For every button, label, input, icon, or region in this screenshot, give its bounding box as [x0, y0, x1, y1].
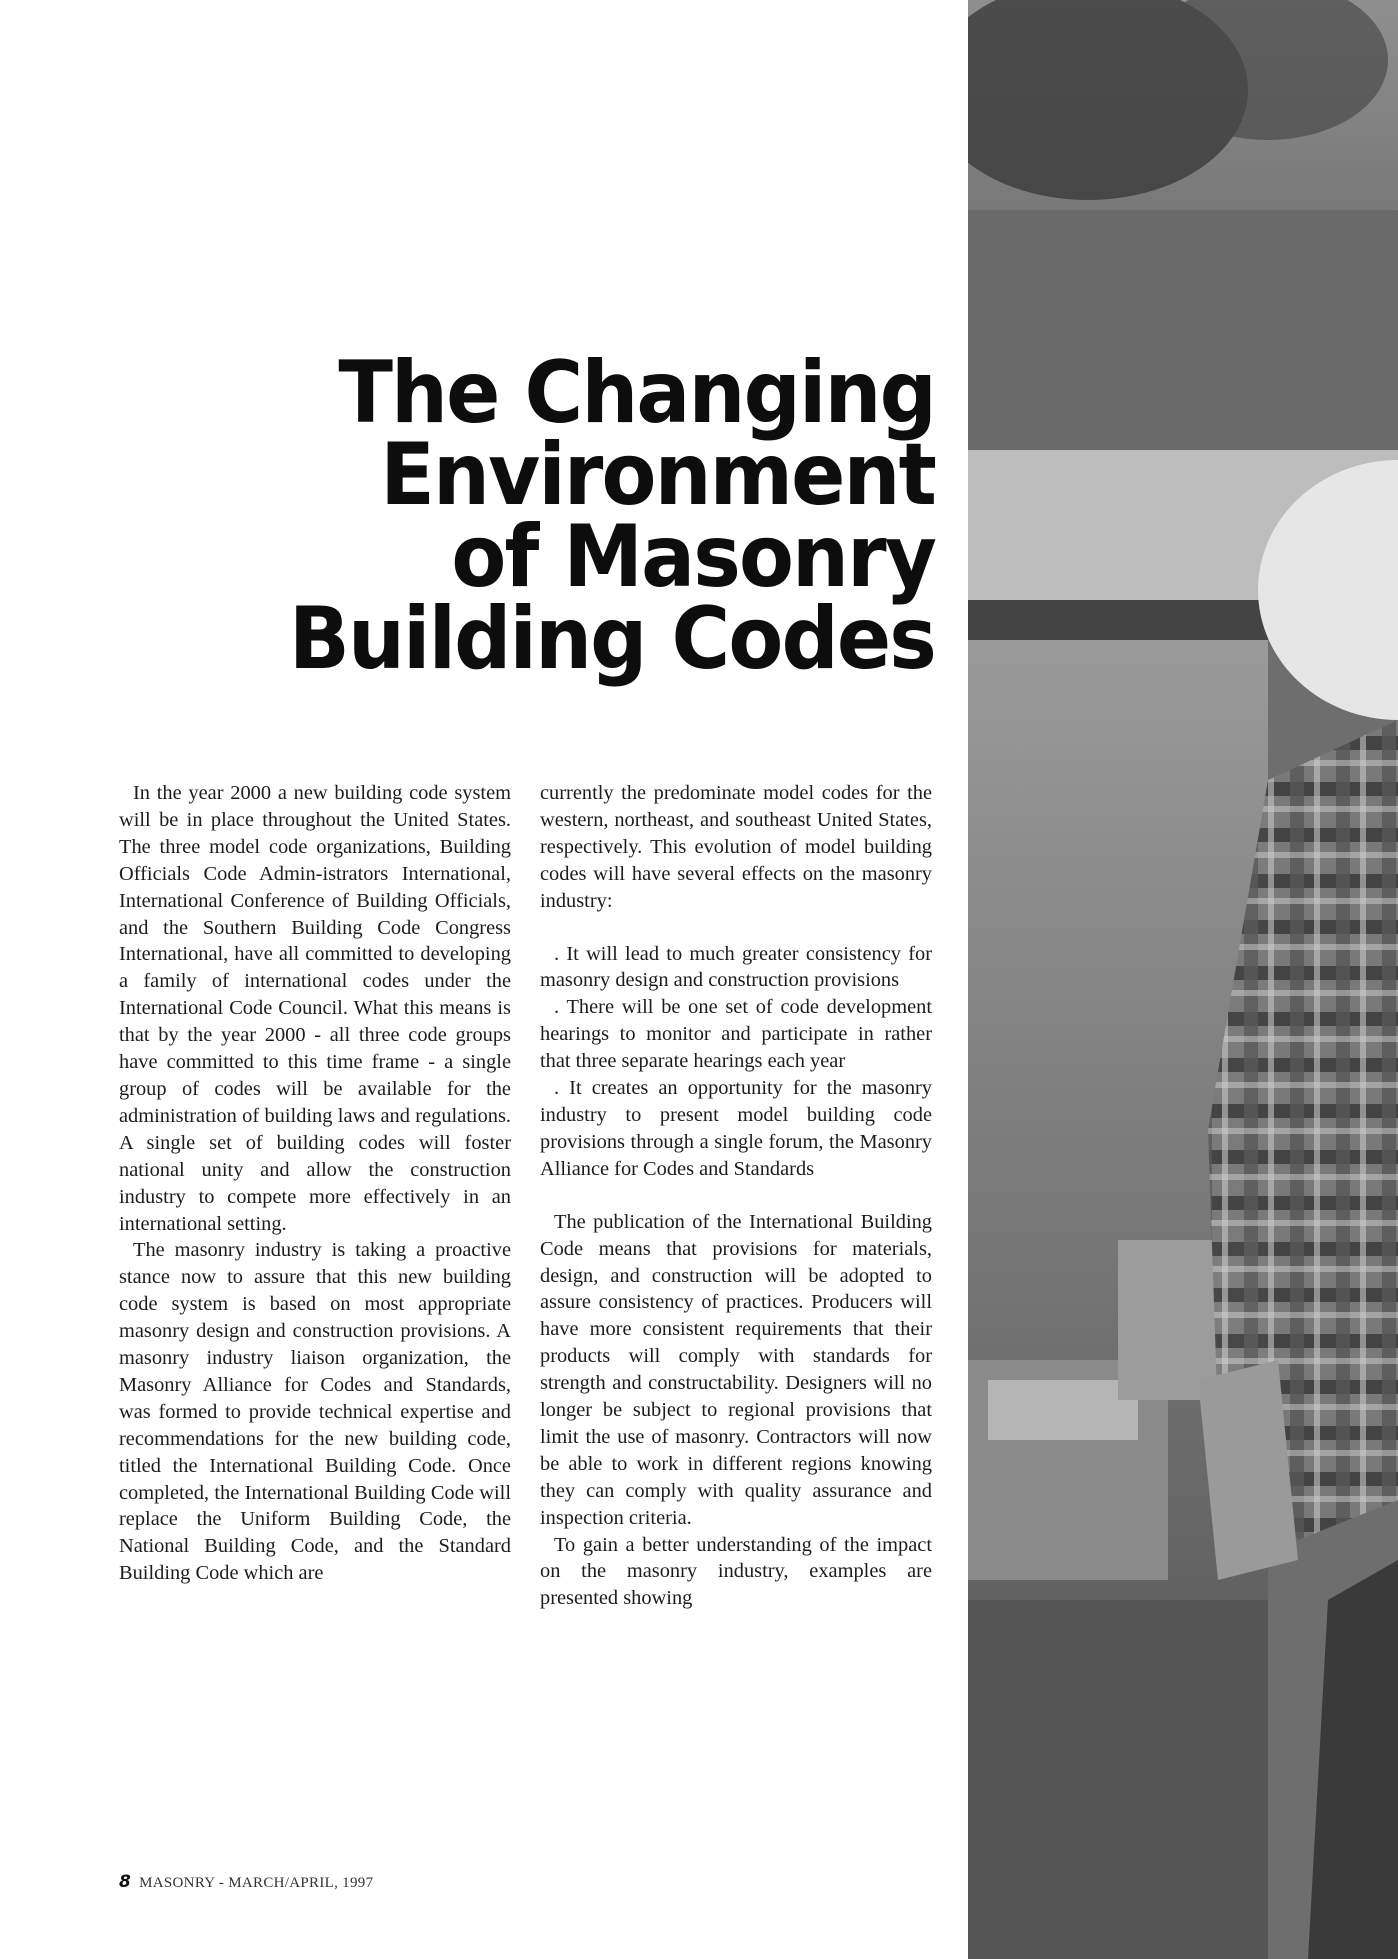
- list-item: . There will be one set of code development hearings to monitor and participate in rather that three separate hearings each year: [540, 996, 932, 1073]
- body-paragraph-2: The masonry industry is taking a proactive stance now to assure that this new building code system is based on most appropriate masonry design and construction provisions. A masonry industry liaison organization, the Masonry Alliance for Codes and Standards, was formed to provide technical expertise and recommendations for the new building code, titled the International Building Code. Once completed, the International Building Code will replace the Uniform Building Code, the National Building Code, and the Standard Building Code which are: [119, 1239, 511, 1585]
- page-number: 8: [119, 1872, 132, 1892]
- headline-line-4: Building Codes: [288, 589, 936, 689]
- masonry-worker-photo: [968, 0, 1398, 1959]
- body-paragraph-continued: currently the predominate model codes for the western, northeast, and southeast United States, respectively. This evolution of model building codes will have several effects on the masonry industry:: [540, 782, 932, 912]
- right-column: [540, 780, 932, 1612]
- headline-line-3: of Masonry: [451, 507, 935, 607]
- effects-list: [540, 941, 932, 1183]
- spacer: [540, 1183, 932, 1209]
- list-item: . It will lead to much greater consistency for masonry design and construction provisions: [540, 942, 932, 992]
- body-paragraph-3: The publication of the International Building Code means that provisions for materials, design, and construction will be adopted to assure consistency of practices. Producers will have more consistent requirements that their products will comply with standards for strength and constructability. Designers will no longer be subject to regional provisions that limit the use of masonry. Contractors will now be able to work in different regions knowing they can comply with quality assurance and inspection criteria.: [540, 1210, 932, 1529]
- body-paragraph-4: To gain a better understanding of the impact on the masonry industry, examples are presented showing: [540, 1533, 932, 1610]
- article-headline: [177, 343, 936, 689]
- publication-line: MASONRY - MARCH/APRIL, 1997: [139, 1875, 374, 1891]
- list-item: . It creates an opportunity for the masonry industry to present model building code provisions through a single forum, the Masonry Alliance for Codes and Standards: [540, 1077, 932, 1180]
- spacer: [540, 915, 932, 941]
- photo-illustration: [968, 0, 1398, 1959]
- body-paragraph-1: In the year 2000 a new building code system will be in place throughout the United States. The three model code organizations, Building Officials Code Admin-istrators International, International Conference of Building Officials, and the Southern Building Code Congress International, have all committed to developing a family of international codes under the International Code Council. What this means is that by the year 2000 - all three code groups have committed to this time frame - a single group of codes will be available for the administration of building laws and regulations. A single set of building codes will foster national unity and allow the construction industry to compete more effectively in an international setting.: [119, 782, 511, 1235]
- headline-line-2: Environment: [380, 425, 935, 525]
- page-footer: [119, 1872, 373, 1892]
- left-column: [119, 780, 511, 1587]
- headline-line-1: The Changing: [338, 343, 935, 443]
